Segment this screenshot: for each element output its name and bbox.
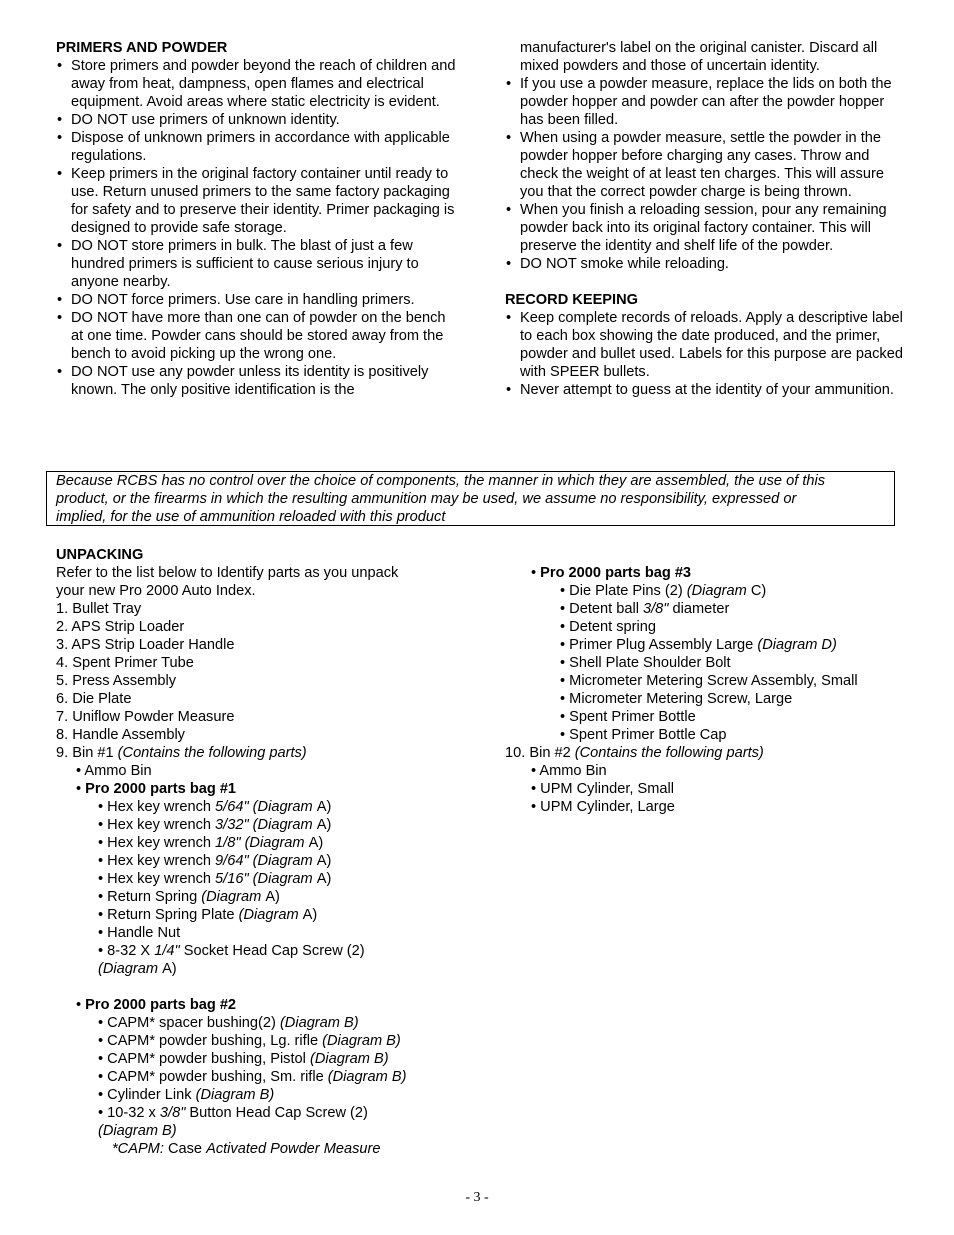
part-line-text: A) [316, 871, 332, 887]
part-line-text: • CAPM* spacer bushing(2) [98, 1015, 280, 1031]
part-line-text: • Hex key wrench [98, 871, 216, 887]
list-item: • DO NOT use primers of unknown identity. [56, 111, 456, 129]
part-line-text: (Diagram [686, 583, 751, 599]
part-line-text: • CAPM* powder bushing, Sm. rifle [98, 1069, 328, 1085]
bin1-note: (Contains the following parts) [117, 745, 307, 761]
bin2-item: • Ammo Bin [531, 763, 607, 779]
part-line-text: (Diagram B) [309, 1051, 389, 1067]
part-line-text: diameter [668, 601, 730, 617]
part-line-text: (Diagram B) [98, 1123, 177, 1139]
part-line-text: (Diagram B) [322, 1033, 401, 1049]
part-line [560, 654, 925, 672]
primers-left-column [56, 39, 456, 399]
part-line [98, 816, 476, 834]
unpacking-right-column [505, 564, 925, 816]
part-line [98, 906, 476, 924]
list-item: • Store primers and powder beyond the reach of children and away from heat, dampness, open flames and electrical equipment. Avoid areas where static electricity is evident. [56, 57, 456, 111]
disclaimer-box [46, 471, 895, 526]
part-line-text: (Diagram [98, 961, 163, 977]
part-line [98, 960, 476, 978]
list-item: • When you finish a reloading session, pour any remaining powder back into its original factory container. This will preserve the identity and shelf life of the powder. [505, 201, 903, 255]
bin2-label [505, 744, 925, 762]
bag2-title-text: Pro 2000 parts bag #2 [85, 997, 237, 1013]
part-line-text: • Return Spring Plate [98, 907, 239, 923]
list-item: • DO NOT force primers. Use care in handling primers. [56, 291, 456, 309]
part-line-text: • Micrometer Metering Screw Assembly, Small [560, 673, 858, 689]
record-keeping-list [505, 309, 903, 399]
part-line-text: C) [750, 583, 767, 599]
part-line [98, 1086, 476, 1104]
bin1-ammo-bin: • Ammo Bin [76, 763, 152, 779]
part-line [560, 726, 925, 744]
part-line-text: 3/8" [159, 1105, 186, 1121]
bag1-list [56, 798, 476, 978]
part-line [560, 618, 925, 636]
part-line-text: 5/16" (Diagram [215, 871, 317, 887]
parts-item: 7. Uniflow Powder Measure [56, 709, 235, 725]
part-line-text: 9/64" (Diagram [215, 853, 317, 869]
bag1-title: • Pro 2000 parts bag #1 [76, 781, 237, 797]
part-line-text: • Return Spring [98, 889, 202, 905]
part-line [98, 1122, 476, 1140]
bag2-title: • Pro 2000 parts bag #2 [76, 997, 237, 1013]
part-line [98, 834, 476, 852]
part-line-text: • Spent Primer Bottle Cap [560, 727, 727, 743]
part-line-text: Button Head Cap Screw (2) [185, 1105, 368, 1121]
disclaimer-line: product, or the firearms in which the resulting ammunition may be used, we assume no responsibility, expressed or [56, 491, 797, 507]
part-line-text: A) [316, 853, 332, 869]
part-line-text: • Hex key wrench [98, 853, 216, 869]
bag3-title-text: Pro 2000 parts bag #3 [540, 565, 692, 581]
parts-item: 8. Handle Assembly [56, 727, 185, 743]
part-line-text: (Diagram B) [279, 1015, 359, 1031]
part-line-text: A) [316, 817, 332, 833]
part-line-text: Socket Head Cap Screw (2) [179, 943, 365, 959]
part-line [560, 636, 925, 654]
part-line [98, 1068, 476, 1086]
part-line-text: 1/8" (Diagram [215, 835, 309, 851]
list-item: • Dispose of unknown primers in accordance with applicable regulations. [56, 129, 456, 165]
unpacking-intro: your new Pro 2000 Auto Index. [56, 583, 256, 599]
part-line-text: (Diagram [238, 907, 303, 923]
list-item: • Keep complete records of reloads. Apply a descriptive label to each box showing the date produced, and the primer, powder and bullet used. Labels for this purpose are packed with SPEER bullets. [505, 309, 903, 381]
part-line-text: 5/64" (Diagram [215, 799, 317, 815]
parts-item: 4. Spent Primer Tube [56, 655, 194, 671]
list-item: • Keep primers in the original factory container until ready to use. Return unused primers to the same factory packaging for safety and to preserve their identity. Primer packaging is designed to provide safe storage. [56, 165, 456, 237]
primers-right-column [505, 39, 903, 399]
part-line-text: • Shell Plate Shoulder Bolt [560, 655, 731, 671]
part-line-text: • Detent ball [560, 601, 643, 617]
primers-continuation: manufacturer's label on the original canister. Discard all mixed powders and those of uncertain identity. [520, 40, 878, 74]
list-item: • Never attempt to guess at the identity of your ammunition. [505, 381, 903, 399]
part-line-text: A) [162, 961, 177, 977]
bag3-title: • Pro 2000 parts bag #3 [531, 565, 692, 581]
part-line [560, 582, 925, 600]
disclaimer-line: implied, for the use of ammunition reloaded with this product [56, 509, 446, 525]
footnote-part: Activated Powder Measure [206, 1141, 381, 1157]
part-line-text: • Detent spring [560, 619, 656, 635]
list-item: • If you use a powder measure, replace the lids on both the powder hopper and powder can after the powder hopper has been filled. [505, 75, 903, 129]
part-line-text: • CAPM* powder bushing, Lg. rifle [98, 1033, 323, 1049]
parts-item: 2. APS Strip Loader [56, 619, 185, 635]
part-line [560, 600, 925, 618]
bin2-item: • UPM Cylinder, Large [531, 799, 675, 815]
part-line-text: A) [308, 835, 324, 851]
powder-bullet-list [505, 75, 903, 273]
page-number: - 3 - [465, 1190, 489, 1205]
part-line-text: • Die Plate Pins (2) [560, 583, 687, 599]
part-line-text: • Spent Primer Bottle [560, 709, 696, 725]
list-item: • DO NOT have more than one can of powder on the bench at one time. Powder cans should be stored away from the bench to avoid picking up the wrong one. [56, 309, 456, 363]
part-line [98, 888, 476, 906]
bin2-item: • UPM Cylinder, Small [531, 781, 674, 797]
part-line [98, 924, 476, 942]
primers-bullet-list [56, 57, 456, 399]
part-line-text: 1/4" [154, 943, 180, 959]
primers-heading: PRIMERS AND POWDER [56, 40, 228, 56]
list-item: • DO NOT use any powder unless its identity is positively known. The only positive identification is the [56, 363, 456, 399]
bag2-list [56, 1014, 476, 1140]
part-line [98, 852, 476, 870]
part-line-text: A) [316, 799, 332, 815]
part-line [98, 942, 476, 960]
footnote-part: Case [163, 1141, 207, 1157]
unpacking-intro: Refer to the list below to Identify parts as you unpack [56, 565, 399, 581]
part-line [98, 870, 476, 888]
spacer [56, 978, 476, 996]
bag1-title-text: Pro 2000 parts bag #1 [85, 781, 237, 797]
capm-footnote [56, 1140, 476, 1158]
part-line-text: (Diagram B) [327, 1069, 407, 1085]
unpacking-heading: UNPACKING [56, 547, 144, 563]
part-line-text: (Diagram B) [195, 1087, 275, 1103]
part-line-text: • Hex key wrench [98, 799, 216, 815]
part-line-text: • 8-32 X [98, 943, 155, 959]
part-line [98, 1032, 476, 1050]
record-keeping-heading: RECORD KEEPING [505, 292, 638, 308]
part-line [98, 1104, 476, 1122]
part-line-text: • CAPM* powder bushing, Pistol [98, 1051, 310, 1067]
part-line [560, 672, 925, 690]
parts-item: 3. APS Strip Loader Handle [56, 637, 235, 653]
part-line-text: (Diagram D) [757, 637, 837, 653]
part-line-text: • 10-32 x [98, 1105, 160, 1121]
part-line-text: (Diagram [201, 889, 266, 905]
part-line [560, 708, 925, 726]
unpacking-left-column [56, 546, 476, 1158]
bin1-label-text: 9. Bin #1 [56, 745, 118, 761]
part-line-text: • Primer Plug Assembly Large [560, 637, 758, 653]
part-line [98, 798, 476, 816]
part-line [560, 690, 925, 708]
list-item: • DO NOT smoke while reloading. [505, 255, 903, 273]
part-line-text: • Cylinder Link [98, 1087, 196, 1103]
part-line-text: • Handle Nut [98, 925, 181, 941]
part-line-text: 3/8" [643, 601, 669, 617]
parts-item: 1. Bullet Tray [56, 601, 142, 617]
footnote-part: *CAPM: [112, 1141, 164, 1157]
part-line [98, 1050, 476, 1068]
part-line-text: • Micrometer Metering Screw, Large [560, 691, 793, 707]
bin2-label-text: 10. Bin #2 [505, 745, 575, 761]
part-line [98, 1014, 476, 1032]
parts-item: 5. Press Assembly [56, 673, 177, 689]
parts-item: 6. Die Plate [56, 691, 132, 707]
bin2-note: (Contains the following parts) [574, 745, 764, 761]
bin1-label [56, 744, 476, 762]
list-item: • When using a powder measure, settle the powder in the powder hopper before charging any cases. Throw and check the weight of at least ten charges. This will assure you that the correct powder charge is being thrown. [505, 129, 903, 201]
part-line-text: 3/32" (Diagram [215, 817, 317, 833]
disclaimer-line: Because RCBS has no control over the choice of components, the manner in which they are assembled, the use of this [56, 473, 826, 489]
part-line-text: • Hex key wrench [98, 817, 216, 833]
list-item: • DO NOT store primers in bulk. The blast of just a few hundred primers is sufficient to cause serious injury to anyone nearby. [56, 237, 456, 291]
bag3-list [505, 582, 925, 744]
part-line-text: A) [265, 889, 280, 905]
part-line-text: A) [302, 907, 318, 923]
part-line-text: • Hex key wrench [98, 835, 216, 851]
